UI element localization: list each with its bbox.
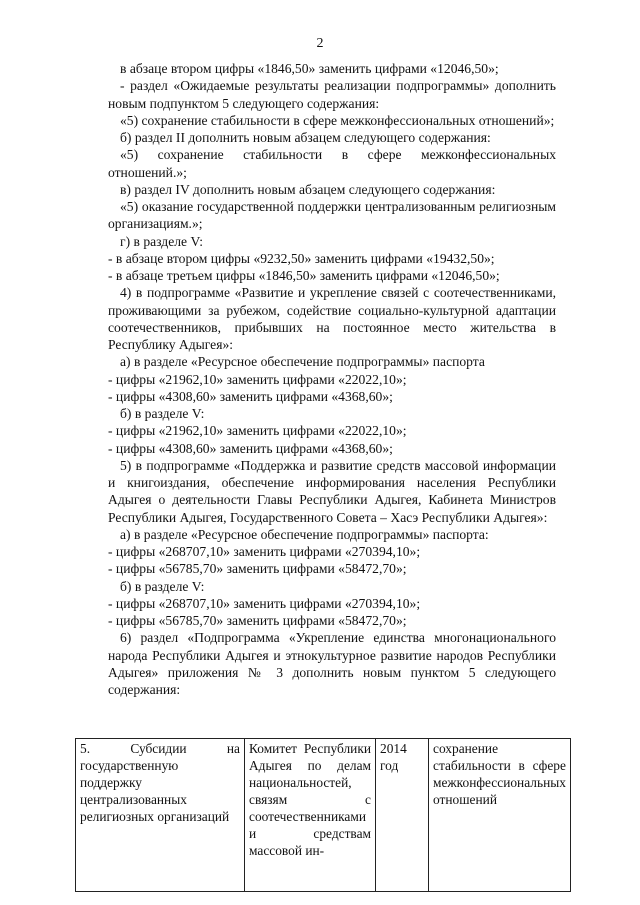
paragraph: - цифры «4308,60» заменить цифрами «4368,60»; [108, 440, 393, 456]
table-cell-result: сохранение стабильности в сфере межконфессиональных отношений [429, 739, 571, 892]
paragraph: б) раздел II дополнить новым абзацем следующего содержания: [120, 130, 491, 145]
table-cell-measure: 5. Субсидии на государственную поддержку централизованных религиозных организаций [76, 739, 245, 892]
paragraph: - цифры «268707,10» заменить цифрами «270394,10»; [108, 544, 421, 559]
paragraph: - цифры «4308,60» заменить цифрами «4368,60»; [108, 388, 393, 404]
paragraph: «5) оказание государственной поддержки централизованным религиозным организациям.»; [108, 199, 556, 232]
paragraph: «5) сохранение стабильности в сфере межконфессиональных отношений»; [120, 112, 555, 128]
table-cell-executor: Комитет Республики Адыгея по делам национальностей, связям с соотечественниками и средствам массовой ин- [245, 739, 376, 892]
table-cell-period: 2014 год [376, 739, 429, 892]
paragraph: б) в разделе V: [120, 578, 205, 594]
measures-table [75, 738, 571, 892]
paragraph: - в абзаце третьем цифры «1846,50» заменить цифрами «12046,50»; [108, 268, 500, 283]
paragraph: в) раздел IV дополнить новым абзацем следующего содержания: [120, 181, 496, 197]
document-body [108, 60, 556, 698]
paragraph: - цифры «21962,10» заменить цифрами «22022,10»; [108, 371, 407, 387]
page-number: 2 [316, 36, 324, 51]
paragraph: в абзаце втором цифры «1846,50» заменить цифрами «12046,50»; [120, 61, 499, 76]
paragraph: г) в разделе V: [120, 233, 204, 249]
paragraph: «5) сохранение стабильности в сфере межконфессиональных отношений.»; [108, 147, 556, 180]
paragraph: 5) в подпрограмме «Поддержка и развитие средств массовой информации и книгоиздания, обеспечение информирования населения Республики Адыгея о деятельности Главы Республики Адыгея, Кабинета Министров Республики Адыгея, Государственного Совета – Хасэ Республики Адыгея»: [108, 457, 556, 525]
paragraph: - цифры «56785,70» заменить цифрами «58472,70»; [108, 561, 407, 577]
paragraph: - цифры «268707,10» заменить цифрами «270394,10»; [108, 595, 421, 611]
paragraph: а) в разделе «Ресурсное обеспечение подпрограммы» паспорта: [120, 526, 489, 542]
paragraph: - раздел «Ожидаемые результаты реализации подпрограммы» дополнить новым подпунктом 5 следующего содержания: [108, 78, 556, 111]
table-row [76, 739, 571, 892]
paragraph: 6) раздел «Подпрограмма «Укрепление единства многонационального народа Республики Адыгея и этнокультурное развитие народов Республики Адыгея» приложения № 3 дополнить новым пунктом 5 следующего содержания: [108, 630, 556, 697]
paragraph: - цифры «56785,70» заменить цифрами «58472,70»; [108, 613, 407, 628]
paragraph: а) в разделе «Ресурсное обеспечение подпрограммы» паспорта [120, 354, 485, 370]
paragraph: - в абзаце втором цифры «9232,50» заменить цифрами «19432,50»; [108, 250, 495, 266]
paragraph: 4) в подпрограмме «Развитие и укрепление связей с соотечественниками, проживающими за рубежом, содействие социально-культурной адаптации соотечественников, прибывших на постоянное место жительства в Республику Адыгея»: [108, 285, 556, 352]
paragraph: - цифры «21962,10» заменить цифрами «22022,10»; [108, 423, 407, 439]
paragraph: б) в разделе V: [120, 406, 205, 421]
